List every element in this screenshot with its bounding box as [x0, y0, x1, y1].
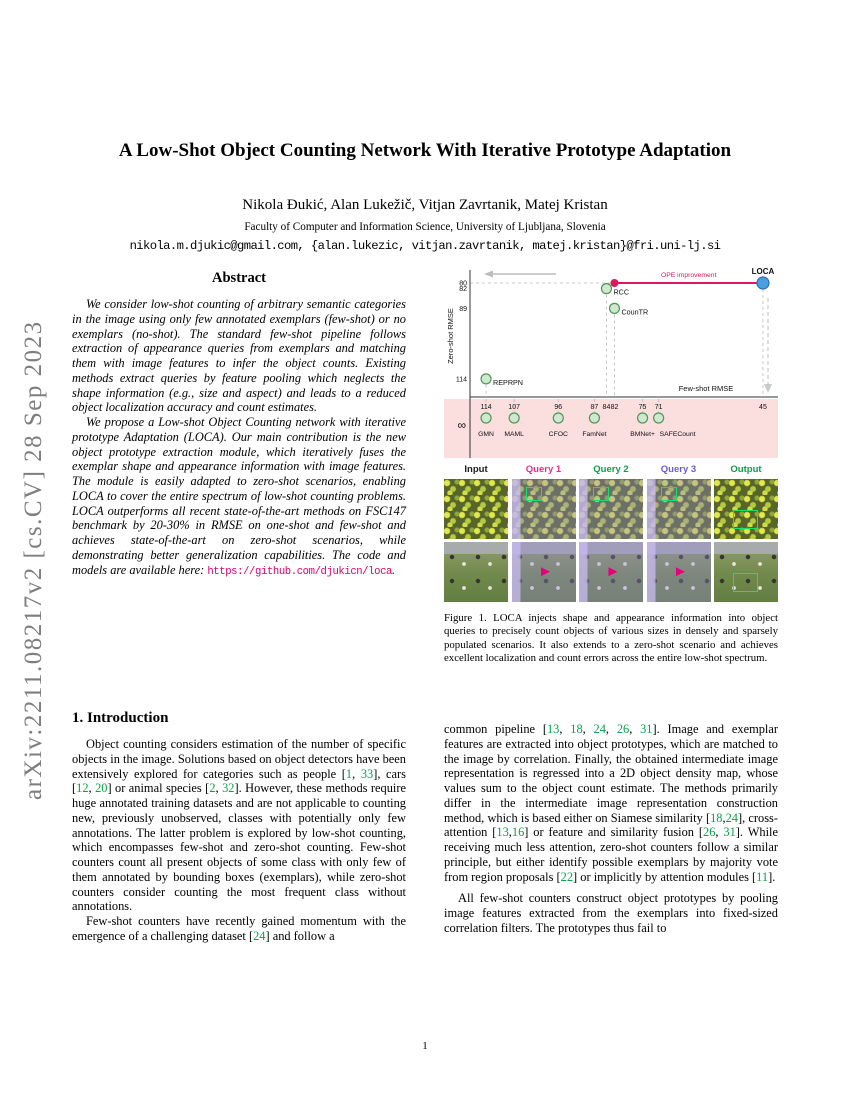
y-tick-infinity: ∞ [457, 418, 466, 432]
figure-image-grid [444, 464, 778, 602]
citation-ref[interactable]: 13 [546, 722, 560, 736]
intro-paragraph-1: Object counting considers estimation of the number of specific objects in the image. Solutions based on object detectors have been extensively explored for categories such as people [1, 33], cars [12, 20] or animal species [2, 32]. However, these methods require huge annotated training datasets and are not applicable to counting new, previously unobserved, classes with potentially only few annotations. The latter problem is explored by low-shot counting, which encompasses few-shot and zero-shot counting. Few-shot counters count all present objects of some class with only few of them annotated by bounding boxes (exemplars), while zero-shot counters consider counting the most frequent class without annotations. [72, 737, 406, 914]
figure-column-label: Query 1 [525, 464, 562, 475]
chart-label-reprpn: REPRPN [493, 377, 524, 387]
y-tick-label: 80 [459, 280, 467, 288]
x-tick-label: 82 [610, 404, 619, 411]
figure-image-field-query-2 [579, 542, 643, 602]
y-axis-label: Zero-shot RMSE [446, 308, 455, 364]
citation-ref[interactable]: 24 [725, 810, 738, 825]
y-tick-label: 82 [459, 286, 467, 294]
ope-start-point [610, 279, 618, 287]
authors-line: Nikola Đukić, Alan Lukežič, Vitjan Zavrtanik, Matej Kristan [242, 197, 608, 213]
page-number: 1 [422, 1040, 428, 1052]
citation-ref[interactable]: 11 [756, 869, 769, 884]
chart-point-cfoc [553, 413, 563, 423]
abstract-paragraph-1: We consider low-shot counting of arbitrary semantic categories in the image using only few annotated exemplars (few-shot) or no exemplars (no-shot). The standard few-shot pipeline follows extraction of appearance queries from exemplars and matching them with image features to infer the object counts. Existing methods extract queries by feature pooling which neglects the shape information (e.g., size and aspect) and leads to a reduced object localization accuracy and count estimates. [72, 297, 406, 415]
figure-image-field-query-1 [512, 542, 576, 602]
right-column-text [444, 722, 778, 936]
figure-image-apples-input [444, 479, 508, 539]
citation-ref[interactable]: 18 [570, 722, 583, 736]
figure-image-apples-output [714, 479, 778, 539]
section-heading-introduction: 1. Introduction [72, 710, 169, 726]
x-tick-label: 45 [759, 404, 767, 411]
x-tick-label: 84 [602, 404, 611, 411]
citation-ref[interactable]: 1 [345, 766, 353, 781]
y-tick-label: 114 [455, 376, 467, 384]
figure-image-apples-query-1 [512, 479, 576, 539]
figure-column-label: Output [730, 464, 762, 475]
x-tick-label: 114 [480, 404, 492, 411]
abstract-heading: Abstract [212, 270, 266, 286]
x-tick-label: 71 [654, 404, 663, 411]
chart-point-bmnet+ [638, 413, 648, 423]
figure-column-label: Query 2 [593, 464, 629, 475]
x-tick-label: 96 [554, 404, 563, 411]
chart-label-countr: CounTR [621, 307, 649, 317]
citation-ref[interactable]: 12 [76, 781, 89, 796]
chart-label-famnet: FamNet [582, 431, 607, 438]
figure-1 [444, 266, 778, 666]
citation-ref[interactable]: 26 [616, 722, 630, 736]
figure-image-apples-query-3 [647, 479, 711, 539]
figure-image-field-input [444, 542, 508, 602]
citation-ref[interactable]: 13 [496, 825, 509, 840]
abstract-paragraph-2: We propose a Low-shot Object Counting network with iterative prototype Adaptation (LOCA). Our main contribution is the new object prototype extraction module, which iteratively fuses the exemplar shape and appearance information with image features. The module is easily adapted to zero-shot scenarios, enabling LOCA to cover the entire spectrum of low-shot counting problems. LOCA outperforms all recent state-of-the-art methods on FSC147 benchmark by 20-30% in RMSE on one-shot and few-shot and achieves state-of-the-art on zero-shot scenarios, while demonstrating better generalization capabilities. The code and models are available here: https://github.com/djukicn/loca. [72, 415, 406, 578]
figure-chart [444, 266, 778, 458]
chart-label-bmnet+: BMNet+ [630, 431, 655, 438]
chart-point-famnet [589, 413, 599, 423]
intro-paragraph-2: Few-shot counters have recently gained momentum with the emergence of a challenging dataset [24] and follow a [72, 914, 406, 943]
citation-ref[interactable]: 24 [253, 928, 266, 943]
citation-ref[interactable]: 33 [360, 766, 374, 781]
figure-image-field-output [714, 542, 778, 602]
better-direction-down-arrowhead [764, 384, 772, 393]
x-tick-label: 75 [638, 404, 647, 411]
citation-ref[interactable]: 24 [593, 722, 606, 736]
figure-column-label: Query 3 [660, 464, 697, 475]
x-tick-label: 87 [590, 404, 599, 411]
affiliation-line: Faculty of Computer and Information Science, University of Ljubljana, Slovenia [244, 221, 606, 233]
citation-ref[interactable]: 18 [710, 810, 723, 825]
figure-column-label: Input [464, 464, 488, 475]
chart-label-loca: LOCA [751, 267, 775, 276]
chart-point-safecount [654, 413, 664, 423]
chart-label-cfoc: CFOC [548, 431, 568, 438]
chart-point-loca [757, 277, 769, 289]
abstract-section [72, 270, 406, 578]
chart-point-reprpn [481, 374, 491, 384]
x-axis-label: Few-shot RMSE [678, 384, 734, 393]
citation-ref[interactable]: 26 [703, 825, 716, 840]
ope-improvement-label: OPE improvement [660, 272, 717, 279]
right-paragraph-1: common pipeline [13, 18, 24, 26, 31]. Image and exemplar features are extracted into object prototypes, which are matched to the image by correlation. Finally, the obtained intermediate image representation is regressed into a 2D object density map, whose values sum to the object count estimate. The methods primarily differ in the intermediate image representation construction method, which is based either on Siamese similarity [18,24], cross-attention [13,16] or feature and similarity fusion [26, 31]. While receiving much less attention, zero-shot counters follow a similar principle, but either identify possible exemplars by majority vote from region proposals [22] or implicitly by attention modules [11]. [444, 722, 778, 884]
emails-line: nikola.m.djukic@gmail.com, {alan.lukezic, vitjan.zavrtanik, matej.kristan}@fri.uni-lj.si [129, 239, 721, 253]
citation-ref[interactable]: 32 [222, 781, 235, 796]
chart-label-gmn: GMN [478, 431, 494, 438]
chart-point-maml [509, 413, 519, 423]
paper-title: A Low-Shot Object Counting Network With Iterative Prototype Adaptation [118, 140, 732, 161]
paper-link[interactable]: https://github.com/djukicn/loca [207, 565, 393, 578]
figure-image-apples-query-2 [579, 479, 643, 539]
y-tick-label: 89 [459, 305, 467, 313]
citation-ref[interactable]: 31 [723, 825, 736, 840]
chart-point-gmn [481, 413, 491, 423]
introduction-section [72, 710, 406, 944]
chart-label-safecount: SAFECount [659, 431, 696, 438]
chart-label-rcc: RCC [613, 287, 630, 297]
citation-ref[interactable]: 22 [560, 869, 574, 884]
x-tick-label: 107 [508, 404, 520, 411]
chart-point-countr [609, 303, 619, 313]
chart-label-maml: MAML [504, 431, 524, 438]
citation-ref[interactable]: 20 [95, 781, 108, 796]
figure-image-field-query-3 [647, 542, 711, 602]
better-direction-left-arrowhead [484, 271, 493, 278]
chart-point-rcc [601, 284, 611, 294]
citation-ref[interactable]: 31 [640, 722, 653, 736]
right-paragraph-2: All few-shot counters construct object prototypes by pooling image features extracted from the exemplars into fixed-sized correlation filters. The prototypes thus fail to [444, 891, 778, 935]
arxiv-watermark: arXiv:2211.08217v2 [cs.CV] 28 Sep 2023 [20, 320, 47, 800]
citation-ref[interactable]: 2 [209, 781, 216, 796]
figure-caption: Figure 1. LOCA injects shape and appearance information into object queries to precisely count objects of various sizes in densely and sparsely populated scenarios. It also extends to a zero-shot scenario and achieves excellent localization and count errors across the entire low-shot spectrum. [444, 612, 778, 665]
citation-ref[interactable]: 16 [511, 825, 525, 840]
